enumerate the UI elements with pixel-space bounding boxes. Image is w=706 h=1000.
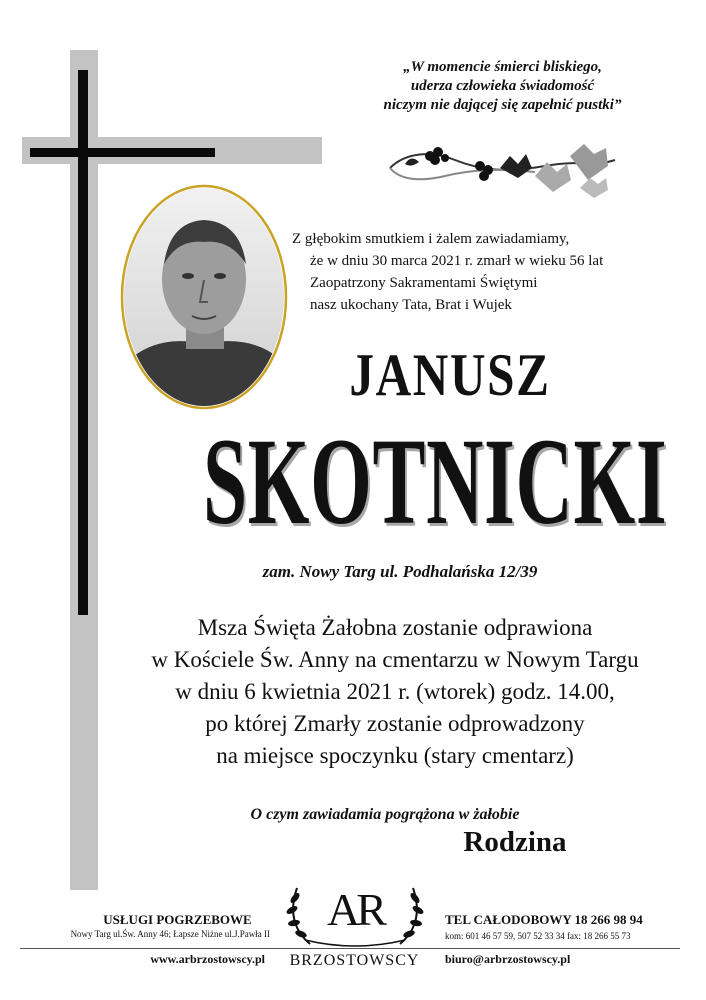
residence-address: zam. Nowy Targ ul. Podhalańska 12/39 <box>262 562 538 581</box>
mass-line-4: po której Zmarły zostanie odprowadzony <box>205 711 585 736</box>
funeral-services-address: Nowy Targ ul.Św. Anny 46; Łapsze Niżne ul.J.Pawła II <box>70 929 270 939</box>
mass-line-3: w dniu 6 kwietnia 2021 r. (wtorek) godz. 14.00, <box>175 679 615 704</box>
intro-line-3: Zaopatrzony Sakramentami Świętymi <box>310 275 538 291</box>
email-link[interactable]: biuro@arbrzostowscy.pl <box>445 952 571 966</box>
intro-line-1: Z głębokim smutkiem i żalem zawiadamiamy, <box>292 231 570 247</box>
portrait-photo <box>120 184 288 410</box>
last-name: SKOTNICKI <box>203 413 668 550</box>
intro-line-2: że w dniu 30 marca 2021 r. zmarł w wieku 56 lat <box>310 253 604 269</box>
logo-company-name: BRZOSTOWSCY <box>289 952 420 969</box>
website-link[interactable]: www.arbrzostowscy.pl <box>150 952 265 966</box>
quote <box>330 58 675 115</box>
announcement-intro <box>292 228 622 316</box>
phone-24h: TEL CAŁODOBOWY 18 266 98 94 <box>445 912 643 927</box>
mass-line-1: Msza Święta Żałobna zostanie odprawiona <box>197 615 593 640</box>
first-name: JANUSZ <box>349 342 551 408</box>
quote-line-2: uderza człowieka świadomość <box>410 78 595 94</box>
grapevine-ornament-icon <box>385 138 620 203</box>
logo-letters: AR <box>327 884 383 935</box>
funeral-services-title: USŁUGI POGRZEBOWE <box>103 912 252 927</box>
intro-line-4: nasz ukochany Tata, Brat i Wujek <box>310 297 512 313</box>
cross-horizontal-bar <box>30 148 215 157</box>
quote-line-1: „W momencie śmierci bliskiego, <box>403 59 602 75</box>
mass-line-2: w Kościele Św. Anny na cmentarzu w Nowym Targu <box>151 647 639 672</box>
family-signature: Rodzina <box>463 826 567 858</box>
funeral-mass-info <box>80 612 706 772</box>
quote-line-3: niczym nie dającej się zapełnić pustki” <box>383 97 622 113</box>
mass-line-5: na miejsce spoczynku (stary cmentarz) <box>216 743 574 768</box>
mobile-fax-numbers: kom: 601 46 57 59, 507 52 33 34 fax: 18 266 55 73 <box>445 931 631 941</box>
notice-line: O czym zawiadamia pogrążona w żałobie <box>250 806 520 823</box>
